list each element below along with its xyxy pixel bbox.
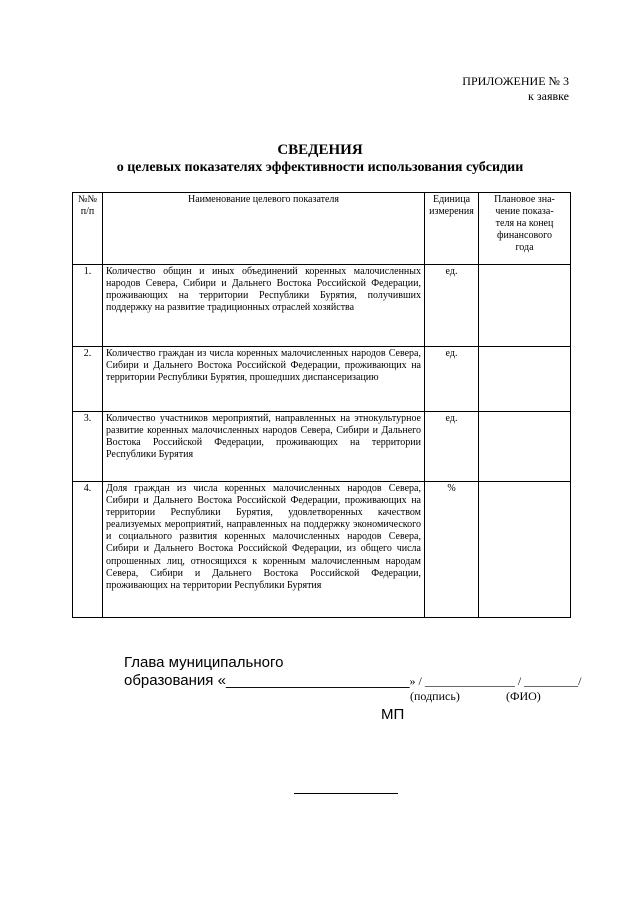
stamp-placeholder: МП xyxy=(381,706,405,723)
signature-blank: ______________________ xyxy=(225,672,410,689)
caption-name: (ФИО) xyxy=(506,689,541,703)
signature-block xyxy=(124,654,582,690)
row-number: 1. xyxy=(73,265,103,347)
appendix-reference: к заявке xyxy=(528,89,569,103)
table-row xyxy=(73,412,571,482)
header-plan-line: Плановое зна- xyxy=(494,194,555,205)
header-plan-line: чение показа- xyxy=(495,206,554,218)
header-plan-line: финансового xyxy=(497,230,552,242)
indicator-name: Количество граждан из числа коренных малочисленных народов Севера, Сибири и Дальнего Востока Российской Федерации, проживающих на территории Республики Бурятия, прошедших диспансеризацию xyxy=(103,347,425,412)
table-header-row xyxy=(73,193,571,265)
indicator-plan-value xyxy=(479,347,571,412)
signature-position: Глава муниципального xyxy=(124,654,284,671)
signature-prefix: образования « xyxy=(124,672,226,689)
header-unit-line: Единица xyxy=(432,194,471,205)
appendix-label xyxy=(462,74,569,104)
document-subtitle: о целевых показателях эффективности использования субсидии xyxy=(116,160,524,175)
signature-line xyxy=(124,672,582,690)
caption-signature: (подпись) xyxy=(410,689,460,703)
footer-divider xyxy=(294,793,398,794)
row-number: 3. xyxy=(73,412,103,482)
indicator-name: Количество общин и иных объединений коренных малочисленных народов Севера, Сибири и Дальнего Востока Российской Федерации, проживающих на территории Республики Бурятия, получивших поддержку на развитие традиционных отраслей хозяйства xyxy=(103,265,425,347)
indicator-name: Доля граждан из числа коренных малочисленных народов Севера, Сибири и Дальнего Востока Российской Федерации, проживающих на территории Республики Бурятия, удовлетворенных качеством реализуемых мероприятий, направленных на поддержку экономического и социального развития коренных малочисленных народов Севера, Сибири и Дальнего Востока Российской Федерации, из общего числа опрошенных лиц, относящихся к коренным малочисленным народам Севера, Сибири и Дальнего Востока Российской Федерации, проживающих на территории Республики Бурятия xyxy=(103,482,425,618)
indicator-unit: % xyxy=(425,482,479,618)
header-plan-line: года xyxy=(515,242,534,254)
header-plan-line: теля на конец xyxy=(495,218,554,230)
row-number: 4. xyxy=(73,482,103,618)
header-num-line: №№ xyxy=(77,194,98,205)
indicator-plan-value xyxy=(479,482,571,618)
indicator-unit: ед. xyxy=(425,347,479,412)
indicator-plan-value xyxy=(479,412,571,482)
indicator-plan-value xyxy=(479,265,571,347)
header-name: Наименование целевого показателя xyxy=(103,193,425,265)
table-row xyxy=(73,347,571,412)
header-num xyxy=(73,193,103,265)
table-row xyxy=(73,265,571,347)
header-unit-line: измерения xyxy=(429,206,474,218)
document-title: СВЕДЕНИЯ xyxy=(277,142,363,158)
indicator-unit: ед. xyxy=(425,265,479,347)
header-unit xyxy=(425,193,479,265)
appendix-number: ПРИЛОЖЕНИЕ № 3 xyxy=(462,74,569,88)
header-num-line: п/п xyxy=(80,206,95,218)
indicator-name: Количество участников мероприятий, направленных на этнокультурное развитие коренных малочисленных народов Севера, Сибири и Дальнего Востока Российской Федерации, проживающих на территории Республики Бурятия xyxy=(103,412,425,482)
header-plan xyxy=(479,193,571,265)
table-row xyxy=(73,482,571,618)
indicators-table xyxy=(72,192,571,618)
row-number: 2. xyxy=(73,347,103,412)
indicator-unit: ед. xyxy=(425,412,479,482)
signature-fields: » / _______________ / _________/ xyxy=(409,674,582,688)
